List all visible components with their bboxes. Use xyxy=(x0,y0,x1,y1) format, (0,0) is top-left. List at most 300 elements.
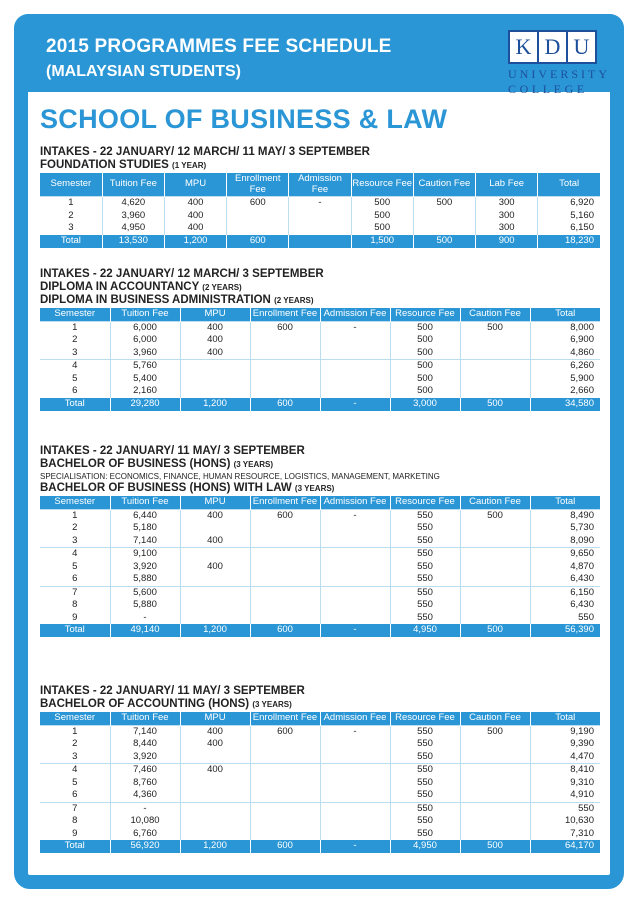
table-cell xyxy=(320,347,390,360)
table-cell: 500 xyxy=(460,509,530,522)
column-header: Enrollment Fee xyxy=(250,308,320,321)
programme-title: BACHELOR OF ACCOUNTING (HONS) xyxy=(40,698,250,710)
column-header: MPU xyxy=(180,712,250,725)
fee-table xyxy=(40,308,600,411)
table-cell: 4,950 xyxy=(102,222,164,235)
table-cell: 500 xyxy=(413,197,475,210)
logo-letter: U xyxy=(566,30,597,64)
table-cell: 550 xyxy=(390,599,460,612)
table-cell: 550 xyxy=(390,828,460,841)
total-cell xyxy=(289,235,351,248)
programme-name xyxy=(40,458,600,471)
table-cell: 4 xyxy=(40,360,110,373)
table-cell: 7,460 xyxy=(110,764,180,777)
table-cell xyxy=(180,522,250,535)
table-cell: 3 xyxy=(72,750,78,762)
table-cell xyxy=(250,373,320,386)
table-cell: 400 xyxy=(180,535,250,548)
table-cell: 4,860 xyxy=(530,347,600,360)
table-cell: 1 xyxy=(40,197,102,210)
table-row xyxy=(40,725,600,738)
table-cell xyxy=(250,789,320,802)
column-header: Enrollment Fee xyxy=(250,712,320,725)
programme-duration: (1 YEAR) xyxy=(172,161,207,170)
table-cell: 9,310 xyxy=(530,777,600,790)
table-cell: 8,000 xyxy=(530,321,600,334)
table-cell xyxy=(460,751,530,764)
page-subtitle: (MALAYSIAN STUDENTS) xyxy=(46,63,241,80)
table-cell: 550 xyxy=(530,802,600,815)
total-cell: 29,280 xyxy=(110,398,180,411)
table-cell: 5,180 xyxy=(110,522,180,535)
table-cell: 9,650 xyxy=(530,548,600,561)
table-row xyxy=(40,509,600,522)
logo-letter: D xyxy=(537,30,568,64)
table-cell: 2 xyxy=(72,522,78,533)
table-cell xyxy=(320,764,390,777)
table-cell: 4 xyxy=(40,764,110,777)
total-cell: Total xyxy=(40,624,110,637)
kdu-logo xyxy=(508,30,610,110)
table-cell: 10,080 xyxy=(110,815,180,828)
table-cell: 6 xyxy=(72,385,78,396)
table-cell: 400 xyxy=(180,725,250,738)
table-cell xyxy=(180,573,250,586)
table-cell: 550 xyxy=(390,586,460,599)
table-cell: 2 xyxy=(72,334,78,345)
table-cell: 6,000 xyxy=(110,334,180,347)
total-cell: 600 xyxy=(250,398,320,411)
table-cell: 400 xyxy=(180,321,250,334)
fee-section xyxy=(40,268,600,411)
table-cell: 400 xyxy=(180,561,250,574)
column-header: Caution Fee xyxy=(460,496,530,509)
table-cell xyxy=(180,599,250,612)
total-cell: 1,500 xyxy=(351,235,413,248)
table-cell: 6,430 xyxy=(530,573,600,586)
table-cell xyxy=(250,334,320,347)
table-cell: 6,260 xyxy=(530,360,600,373)
table-cell xyxy=(460,360,530,373)
fee-table xyxy=(40,496,600,637)
table-cell: 8,440 xyxy=(110,738,180,751)
table-cell xyxy=(413,222,475,235)
table-cell: - xyxy=(320,321,390,334)
table-cell xyxy=(250,828,320,841)
intakes-line: INTAKES - 22 JANUARY/ 12 MARCH/ 11 MAY/ 3 SEPTEMBER xyxy=(40,146,370,158)
table-cell xyxy=(180,751,250,764)
programme-title: BACHELOR OF BUSINESS (HONS) xyxy=(40,458,231,470)
column-header: Enrollment Fee xyxy=(250,496,320,509)
table-cell: 500 xyxy=(390,360,460,373)
table-cell: 5,400 xyxy=(110,373,180,386)
table-cell: 500 xyxy=(390,334,460,347)
total-cell: 64,170 xyxy=(530,840,600,853)
table-cell xyxy=(320,522,390,535)
table-cell: 300 xyxy=(476,210,538,223)
table-cell xyxy=(250,573,320,586)
table-cell: 8,410 xyxy=(530,764,600,777)
table-cell: 500 xyxy=(460,321,530,334)
table-cell xyxy=(289,210,351,223)
table-cell xyxy=(250,561,320,574)
programme-name xyxy=(40,294,600,307)
table-cell: 3 xyxy=(68,222,74,233)
table-cell: 550 xyxy=(390,561,460,574)
table-cell: 550 xyxy=(390,802,460,815)
table-cell xyxy=(250,738,320,751)
table-cell: 550 xyxy=(390,789,460,802)
total-cell: 500 xyxy=(460,840,530,853)
table-cell xyxy=(320,385,390,398)
programme-name xyxy=(40,482,600,495)
column-header: Resource Fee xyxy=(351,173,413,197)
specialisation-line: SPECIALISATION: ECONOMICS, FINANCE, HUMAN RESOURCE, LOGISTICS, MANAGEMENT, MARKETING xyxy=(40,472,440,481)
fee-table xyxy=(40,173,600,248)
table-cell xyxy=(180,612,250,625)
table-cell: 7,140 xyxy=(110,535,180,548)
total-cell: 34,580 xyxy=(530,398,600,411)
table-cell xyxy=(320,334,390,347)
table-row xyxy=(40,573,600,586)
table-cell: 8 xyxy=(72,815,78,826)
table-cell: 550 xyxy=(390,738,460,751)
total-cell: 600 xyxy=(227,235,289,248)
table-cell xyxy=(250,347,320,360)
intakes-line: INTAKES - 22 JANUARY/ 12 MARCH/ 3 SEPTEMBER xyxy=(40,268,324,280)
table-cell xyxy=(460,828,530,841)
table-cell: 8,090 xyxy=(530,535,600,548)
total-cell: 600 xyxy=(250,840,320,853)
total-cell: 13,530 xyxy=(102,235,164,248)
table-cell: 550 xyxy=(390,815,460,828)
total-cell: Total xyxy=(40,235,102,248)
table-cell: 500 xyxy=(351,197,413,210)
table-cell: 550 xyxy=(390,725,460,738)
total-cell: 56,390 xyxy=(530,624,600,637)
table-row xyxy=(40,777,600,790)
table-cell: 5,600 xyxy=(110,586,180,599)
column-header: Tuition Fee xyxy=(110,496,180,509)
column-header: Semester xyxy=(40,308,110,321)
table-cell xyxy=(227,222,289,235)
table-row xyxy=(40,210,600,223)
table-cell: 400 xyxy=(180,334,250,347)
table-cell: 5,880 xyxy=(110,599,180,612)
table-cell xyxy=(460,561,530,574)
table-cell xyxy=(460,385,530,398)
table-row xyxy=(40,815,600,828)
table-cell xyxy=(460,586,530,599)
table-cell: 6,760 xyxy=(110,828,180,841)
table-cell xyxy=(460,738,530,751)
table-cell: 7,140 xyxy=(110,725,180,738)
column-header: Resource Fee xyxy=(390,496,460,509)
programme-title: FOUNDATION STUDIES xyxy=(40,159,169,171)
column-header: Admission Fee xyxy=(320,308,390,321)
table-cell: 5,730 xyxy=(530,522,600,535)
total-cell: 4,950 xyxy=(390,840,460,853)
total-cell: 3,000 xyxy=(390,398,460,411)
programme-name xyxy=(40,698,600,711)
table-cell: 3,960 xyxy=(110,347,180,360)
total-cell: - xyxy=(320,398,390,411)
column-header: Total xyxy=(530,712,600,725)
column-header: Tuition Fee xyxy=(110,308,180,321)
table-cell: 8,490 xyxy=(530,509,600,522)
table-cell xyxy=(180,548,250,561)
table-cell: 5,760 xyxy=(110,360,180,373)
column-header: MPU xyxy=(180,496,250,509)
table-cell: 4,360 xyxy=(110,789,180,802)
logo-college-text: COLLEGE xyxy=(508,82,588,96)
programme-name xyxy=(40,159,600,172)
table-cell xyxy=(250,522,320,535)
logo-letters xyxy=(508,30,600,64)
table-cell: 6,150 xyxy=(538,222,600,235)
table-cell: 300 xyxy=(476,222,538,235)
table-cell: 9 xyxy=(72,827,78,839)
column-header: Admission Fee xyxy=(289,173,351,197)
table-cell xyxy=(289,222,351,235)
table-cell xyxy=(320,777,390,790)
table-row xyxy=(40,197,600,210)
table-cell: 6,000 xyxy=(110,321,180,334)
table-cell: 550 xyxy=(390,751,460,764)
table-cell: 600 xyxy=(250,725,320,738)
column-header: Tuition Fee xyxy=(110,712,180,725)
table-cell: - xyxy=(289,197,351,210)
total-cell: 56,920 xyxy=(110,840,180,853)
table-cell: 400 xyxy=(164,197,226,210)
table-row xyxy=(40,789,600,802)
table-row xyxy=(40,535,600,548)
table-cell: 2,160 xyxy=(110,385,180,398)
table-cell: 6 xyxy=(72,573,78,584)
table-row xyxy=(40,360,600,373)
table-cell xyxy=(460,548,530,561)
table-cell xyxy=(320,751,390,764)
table-cell xyxy=(180,789,250,802)
table-cell: 9,390 xyxy=(530,738,600,751)
total-cell: 1,200 xyxy=(180,398,250,411)
table-cell xyxy=(180,815,250,828)
table-cell: 400 xyxy=(180,509,250,522)
table-cell: 400 xyxy=(180,347,250,360)
table-cell xyxy=(460,573,530,586)
programme-duration: (3 YEARS) xyxy=(233,460,274,469)
table-row xyxy=(40,828,600,841)
programme-title: DIPLOMA IN ACCOUNTANCY xyxy=(40,281,200,293)
programme-duration: (2 YEARS) xyxy=(202,283,242,292)
column-header: Resource Fee xyxy=(390,308,460,321)
table-cell xyxy=(460,815,530,828)
table-cell: 500 xyxy=(351,210,413,223)
total-cell: 49,140 xyxy=(110,624,180,637)
table-cell: 600 xyxy=(227,197,289,210)
table-cell: 6,900 xyxy=(530,334,600,347)
programme-title: DIPLOMA IN BUSINESS ADMINISTRATION xyxy=(40,294,271,306)
table-cell xyxy=(460,334,530,347)
table-cell: 600 xyxy=(250,321,320,334)
table-cell xyxy=(320,738,390,751)
total-cell: Total xyxy=(40,840,110,853)
table-cell xyxy=(320,828,390,841)
table-cell: 9 xyxy=(72,611,78,623)
table-cell: 1 xyxy=(40,321,110,334)
table-cell: 2 xyxy=(68,209,74,221)
table-row xyxy=(40,802,600,815)
table-cell: 2,660 xyxy=(530,385,600,398)
fee-section xyxy=(40,685,600,853)
total-row xyxy=(40,624,600,637)
table-cell xyxy=(460,373,530,386)
table-cell xyxy=(460,789,530,802)
table-cell: 500 xyxy=(390,385,460,398)
total-cell: 1,200 xyxy=(164,235,226,248)
table-row xyxy=(40,385,600,398)
table-cell xyxy=(250,360,320,373)
table-cell: 8,760 xyxy=(110,777,180,790)
column-header: Total xyxy=(538,173,600,197)
table-cell xyxy=(320,360,390,373)
table-cell: 7 xyxy=(40,586,110,599)
total-cell: - xyxy=(320,624,390,637)
table-cell: - xyxy=(110,612,180,625)
table-row xyxy=(40,751,600,764)
table-cell xyxy=(320,815,390,828)
table-cell: 550 xyxy=(390,535,460,548)
table-cell: 7 xyxy=(40,802,110,815)
table-cell xyxy=(320,535,390,548)
table-cell: 300 xyxy=(476,197,538,210)
programme-duration: (3 YEARS) xyxy=(294,484,335,493)
total-cell: 1,200 xyxy=(180,840,250,853)
table-cell xyxy=(320,599,390,612)
table-cell: 400 xyxy=(164,222,226,235)
table-cell xyxy=(250,612,320,625)
table-cell xyxy=(250,815,320,828)
table-row xyxy=(40,548,600,561)
table-cell: 550 xyxy=(530,612,600,625)
table-cell xyxy=(250,777,320,790)
column-header: MPU xyxy=(180,308,250,321)
column-header: Enrollment Fee xyxy=(227,173,289,197)
programme-duration: (2 YEARS) xyxy=(274,296,314,305)
table-cell: 3,920 xyxy=(110,561,180,574)
column-header: Total xyxy=(530,496,600,509)
total-cell: 500 xyxy=(413,235,475,248)
table-cell: 4,910 xyxy=(530,789,600,802)
table-cell: - xyxy=(320,725,390,738)
table-cell xyxy=(250,599,320,612)
school-heading: SCHOOL OF BUSINESS & LAW xyxy=(40,104,448,134)
table-cell xyxy=(250,751,320,764)
fee-section xyxy=(40,146,600,248)
column-header: Total xyxy=(530,308,600,321)
table-cell xyxy=(413,210,475,223)
table-cell: 550 xyxy=(390,777,460,790)
fee-section xyxy=(40,445,600,637)
table-cell: 3,960 xyxy=(102,210,164,223)
table-cell: 5 xyxy=(72,372,78,384)
column-header: Resource Fee xyxy=(390,712,460,725)
table-cell xyxy=(250,802,320,815)
table-cell: 400 xyxy=(180,764,250,777)
table-row xyxy=(40,222,600,235)
column-header: Semester xyxy=(40,712,110,725)
table-cell: 500 xyxy=(390,321,460,334)
table-cell: 6,150 xyxy=(530,586,600,599)
intakes-line: INTAKES - 22 JANUARY/ 11 MAY/ 3 SEPTEMBER xyxy=(40,685,305,697)
table-cell: 4,870 xyxy=(530,561,600,574)
table-cell: 10,630 xyxy=(530,815,600,828)
table-cell: 9,190 xyxy=(530,725,600,738)
table-cell xyxy=(250,764,320,777)
table-cell: 500 xyxy=(351,222,413,235)
table-cell: - xyxy=(110,802,180,815)
table-cell: 7,310 xyxy=(530,828,600,841)
table-cell: 5,880 xyxy=(110,573,180,586)
table-cell xyxy=(250,535,320,548)
table-cell xyxy=(180,828,250,841)
total-row xyxy=(40,235,600,248)
table-cell xyxy=(227,210,289,223)
table-cell xyxy=(460,599,530,612)
table-cell xyxy=(320,548,390,561)
table-cell xyxy=(180,385,250,398)
table-cell xyxy=(460,612,530,625)
column-header: Semester xyxy=(40,173,102,197)
programme-name xyxy=(40,281,600,294)
table-cell: 550 xyxy=(390,522,460,535)
table-row xyxy=(40,612,600,625)
column-header: Tuition Fee xyxy=(102,173,164,197)
table-cell xyxy=(460,347,530,360)
table-cell xyxy=(320,789,390,802)
table-cell xyxy=(460,764,530,777)
table-cell xyxy=(320,373,390,386)
table-cell xyxy=(180,360,250,373)
table-row xyxy=(40,334,600,347)
table-cell xyxy=(460,522,530,535)
total-row xyxy=(40,840,600,853)
logo-university-text: UNIVERSITY xyxy=(508,67,610,81)
table-cell xyxy=(460,777,530,790)
table-cell: 6,440 xyxy=(110,509,180,522)
table-cell: 550 xyxy=(390,509,460,522)
total-cell: Total xyxy=(40,398,110,411)
table-cell: 8 xyxy=(72,599,78,610)
programme-title: BACHELOR OF BUSINESS (HONS) WITH LAW xyxy=(40,482,292,494)
table-cell: 4 xyxy=(40,548,110,561)
table-cell xyxy=(320,586,390,599)
table-cell: 5 xyxy=(72,560,78,572)
table-row xyxy=(40,738,600,751)
table-cell: 5 xyxy=(72,776,78,788)
page-title: 2015 PROGRAMMES FEE SCHEDULE xyxy=(46,36,392,57)
column-header: Admission Fee xyxy=(320,496,390,509)
table-cell: 550 xyxy=(390,573,460,586)
table-cell xyxy=(320,573,390,586)
table-cell: 400 xyxy=(164,210,226,223)
table-row xyxy=(40,599,600,612)
table-cell: 600 xyxy=(250,509,320,522)
table-cell: 2 xyxy=(72,738,78,749)
column-header: Caution Fee xyxy=(413,173,475,197)
table-cell: 4,470 xyxy=(530,751,600,764)
table-row xyxy=(40,373,600,386)
